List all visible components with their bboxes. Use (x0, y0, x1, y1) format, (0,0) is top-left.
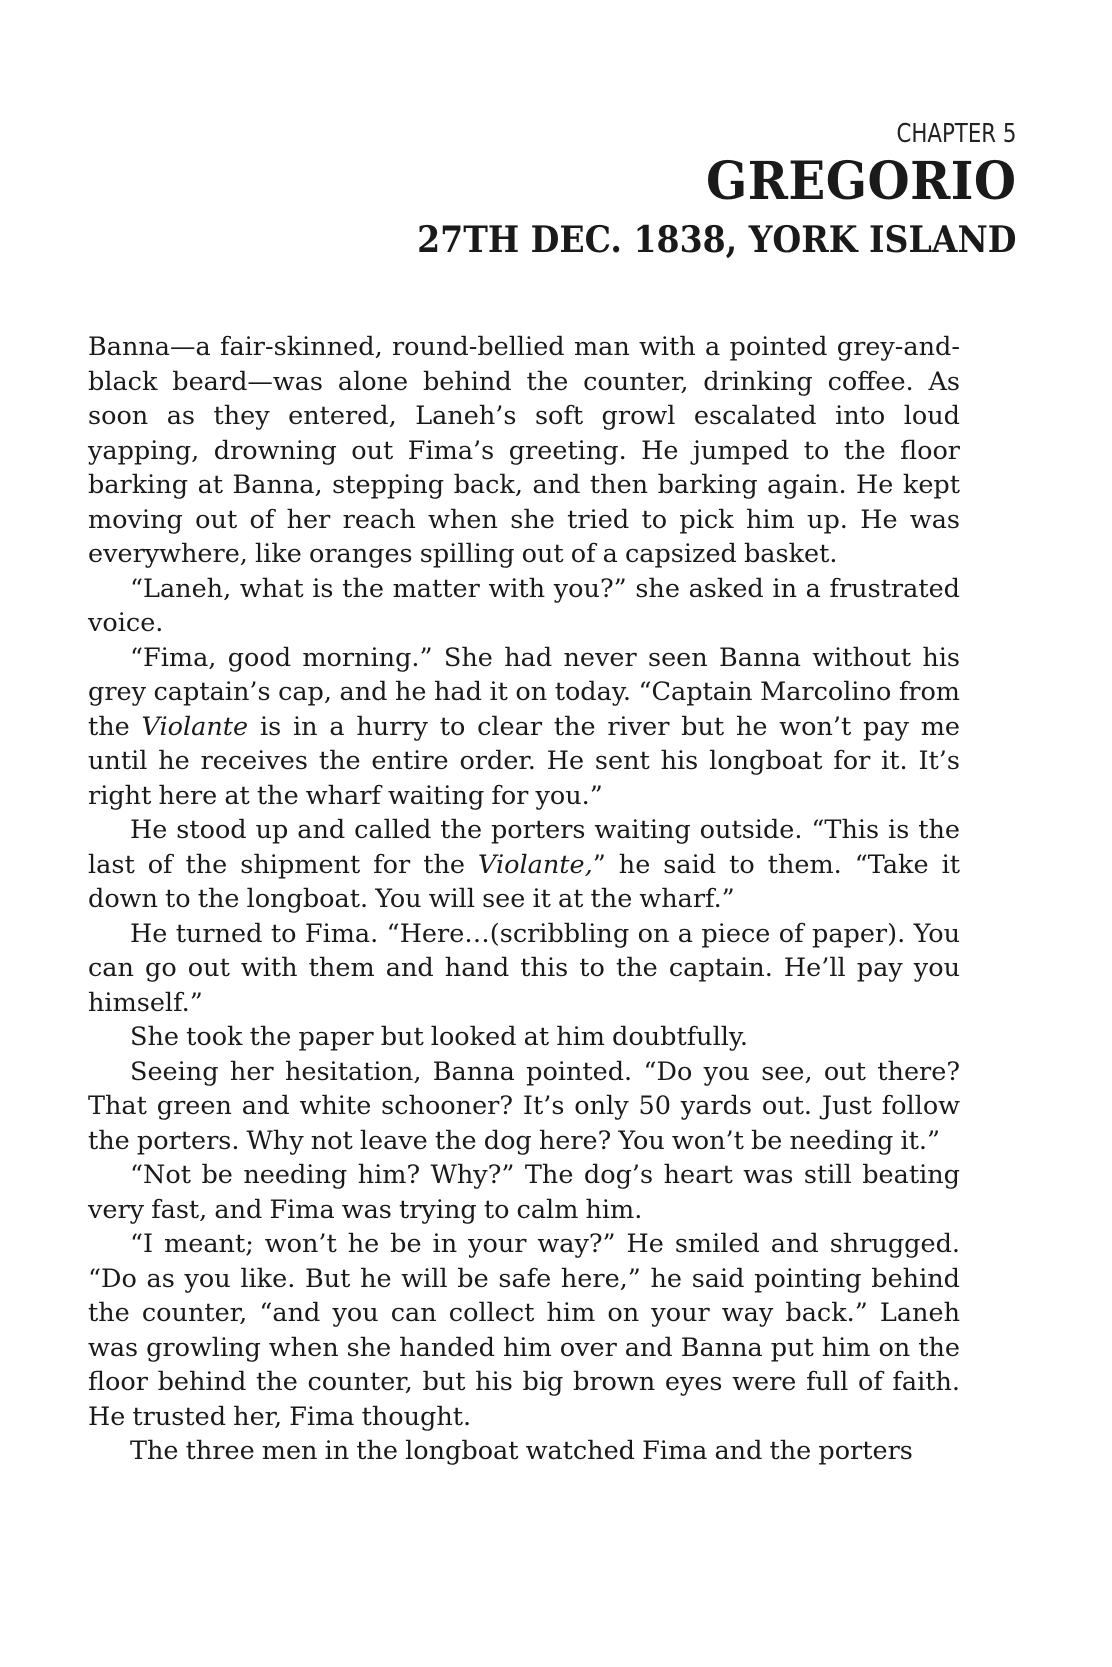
paragraph: She took the paper but looked at him doubtfully. (130, 1022, 749, 1052)
paragraph: Banna—a fair-skinned, round-bellied man with a pointed grey-and-black beard—was alone behind the counter, drinking coffee. As soon as they entered, Laneh’s soft growl escalated into loud yapping, drowning out Fima’s greeting. He jumped to the floor barking at Banna, stepping back, and then barking again. He kept moving out of her reach when she tried to pick him up. He was everywhere, like oranges spilling out of a capsized basket. (88, 332, 960, 569)
chapter-subtitle: 27TH DEC. 1838, YORK ISLAND (416, 219, 1016, 261)
chapter-title: GREGORIO (705, 151, 1016, 212)
ship-name: Violante (141, 711, 249, 742)
paragraph: “Fima, good morning.” She had never seen Banna without his grey captain’s cap, and he had it on today. “Captain Marcolino from the Violante is in a hurry to clear the river but he won’t pay me until he receives the entire order. He sent his longboat for it. It’s right here at the wharf waiting for you.” (88, 642, 960, 811)
ship-name: Violante, (478, 849, 593, 880)
paragraph: “I meant; won’t he be in your way?” He smiled and shrugged. “Do as you like. But he will be safe here,” he said pointing behind the counter, “and you can collect him on your way back.” Laneh was growling when she handed him over and Banna put him on the floor behind the counter, but his big brown eyes were full of faith. He trusted her, Fima thought. (88, 1229, 960, 1432)
paragraph: Seeing her hesitation, Banna pointed. “Do you see, out there? That green and white schooner? It’s only 50 yards out. Just follow the porters. Why not leave the dog here? You won’t be needing it.” (88, 1056, 960, 1156)
paragraph: He turned to Fima. “Here…(scribbling on a piece of paper). You can go out with them and hand this to the captain. He’ll pay you himself.” (88, 918, 960, 1018)
chapter-number: CHAPTER 5 (895, 119, 1016, 149)
paragraph: He stood up and called the porters waiting outside. “This is the last of the shipment for the Violante,” he said to them. “Take it down to the longboat. You will see it at the wharf.” (88, 815, 960, 914)
paragraph: “Not be needing him? Why?” The dog’s heart was still beating very fast, and Fima was trying to calm him. (88, 1160, 960, 1225)
chapter-heading (365, 118, 1016, 262)
chapter-body (88, 330, 960, 1469)
paragraph: “Laneh, what is the matter with you?” she asked in a frustrated voice. (88, 573, 960, 638)
paragraph: The three men in the longboat watched Fima and the porters (130, 1436, 913, 1466)
